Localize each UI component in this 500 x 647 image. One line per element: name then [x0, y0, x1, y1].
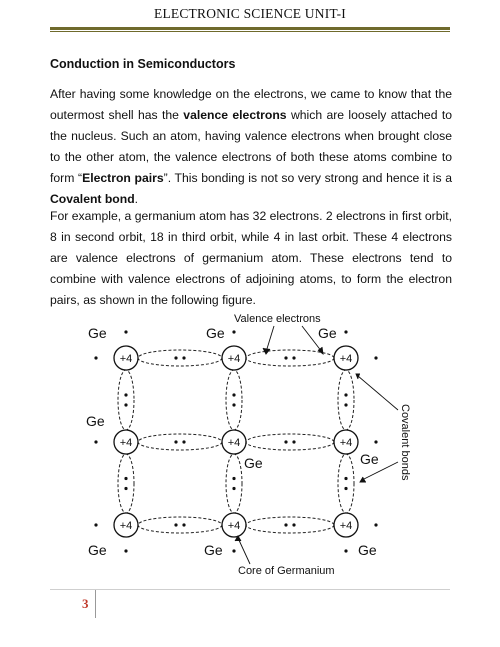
p1-bold-valence: valence electrons: [183, 108, 287, 122]
valence-arrow: [266, 326, 274, 352]
header-rule-thin: [50, 31, 450, 32]
ge-label: Ge: [244, 455, 263, 471]
covalent-bond: [338, 454, 354, 513]
covalent-bond: [226, 370, 242, 430]
p1-bold-electron-pairs: Electron pairs: [82, 171, 164, 185]
core-arrow: [238, 538, 250, 564]
valence-electron: [232, 393, 235, 396]
valence-electron: [124, 477, 127, 480]
covalent-bond: [138, 434, 222, 450]
valence-electron: [344, 487, 347, 490]
valence-electron: [124, 403, 127, 406]
p1-text-2: which are loosely attached to the nucleus. Such an atom, having valence electrons when brought close to the other atom, the valence electrons of both these atoms combine to form “: [50, 108, 453, 185]
p1-text-1: After having some knowledge on the electrons, we came to know that the outermost shell has the: [50, 87, 452, 122]
p1-text-3: ”. This bonding is not so very strong and hence it is a: [163, 171, 453, 185]
valence-electron: [292, 523, 295, 526]
ge-label: Ge: [86, 413, 105, 429]
p1-bold-covalent: Covalent bond: [50, 192, 135, 206]
core-of-germanium-label: Core of Germanium: [238, 565, 335, 577]
valence-electron: [124, 549, 127, 552]
footer-rule: [50, 589, 450, 590]
valence-electron: [344, 393, 347, 396]
covalent-bond: [246, 434, 334, 450]
page-header: ELECTRONIC SCIENCE UNIT-I: [154, 6, 346, 21]
germanium-lattice-figure: [80, 312, 420, 580]
core-charge-label: +4: [339, 520, 353, 532]
page-number-divider: [95, 590, 96, 618]
arrow-head: [263, 348, 270, 354]
lattice-diagram: [80, 312, 420, 580]
section-title: Conduction in Semiconductors: [50, 57, 236, 71]
ge-label: Ge: [360, 451, 379, 467]
valence-electron: [284, 356, 287, 359]
covalent-bond: [118, 370, 134, 430]
valence-electron: [182, 523, 185, 526]
valence-electron: [284, 440, 287, 443]
valence-electron: [232, 477, 235, 480]
core-charge-label: +4: [227, 520, 241, 532]
paragraph-1: [50, 84, 452, 210]
valence-electron: [344, 549, 347, 552]
valence-electron: [124, 487, 127, 490]
covalent-bond: [338, 370, 354, 430]
covalent-bond: [246, 517, 334, 533]
valence-electron: [94, 440, 97, 443]
ge-label: Ge: [206, 325, 225, 341]
covalent-bond: [138, 517, 222, 533]
valence-electron: [344, 403, 347, 406]
valence-electron: [374, 440, 377, 443]
core-charge-label: +4: [339, 437, 353, 449]
valence-electron: [94, 523, 97, 526]
header-rule: [50, 27, 450, 30]
valence-electron: [124, 330, 127, 333]
covalent-bond: [118, 454, 134, 513]
valence-electron: [182, 356, 185, 359]
paragraph-2: For example, a germanium atom has 32 electrons. 2 electrons in first orbit, 8 in second orbit, 18 in third orbit, while 4 in last orbit. These 4 electrons are valence electrons of germanium atom. These electrons tend to combine with valence electrons of adjoining atoms, to form the electron pairs, as shown in the following figure.: [50, 209, 452, 307]
covalent-bond: [226, 454, 242, 513]
valence-electron: [284, 523, 287, 526]
valence-electron: [94, 356, 97, 359]
arrow-head: [356, 374, 360, 379]
ge-label: Ge: [318, 325, 337, 341]
valence-electron: [374, 356, 377, 359]
core-charge-label: +4: [339, 353, 353, 365]
core-charge-label: +4: [119, 437, 133, 449]
valence-electron: [182, 440, 185, 443]
core-charge-label: +4: [227, 437, 241, 449]
valence-electron: [174, 356, 177, 359]
valence-electron: [232, 549, 235, 552]
ge-label: Ge: [358, 542, 377, 558]
ge-label: Ge: [88, 325, 107, 341]
valence-electron: [124, 393, 127, 396]
valence-electron: [374, 523, 377, 526]
arrow-head: [360, 477, 366, 482]
valence-electron: [344, 477, 347, 480]
p1-text-4: .: [134, 192, 139, 206]
valence-electron: [344, 330, 347, 333]
covalent-bonds-label: Covalent bonds: [399, 404, 411, 481]
ge-label: Ge: [204, 542, 223, 558]
valence-electrons-label: Valence electrons: [234, 313, 321, 325]
valence-electron: [174, 523, 177, 526]
core-charge-label: +4: [227, 353, 241, 365]
valence-electron: [232, 330, 235, 333]
covalent-bond: [138, 350, 222, 366]
covalent-arrow: [358, 376, 398, 410]
core-charge-label: +4: [119, 520, 133, 532]
valence-electron: [232, 487, 235, 490]
valence-electron: [292, 356, 295, 359]
ge-label: Ge: [88, 542, 107, 558]
valence-electron: [292, 440, 295, 443]
valence-electron: [174, 440, 177, 443]
page-number: 3: [82, 596, 89, 611]
valence-electron: [232, 403, 235, 406]
core-charge-label: +4: [119, 353, 133, 365]
